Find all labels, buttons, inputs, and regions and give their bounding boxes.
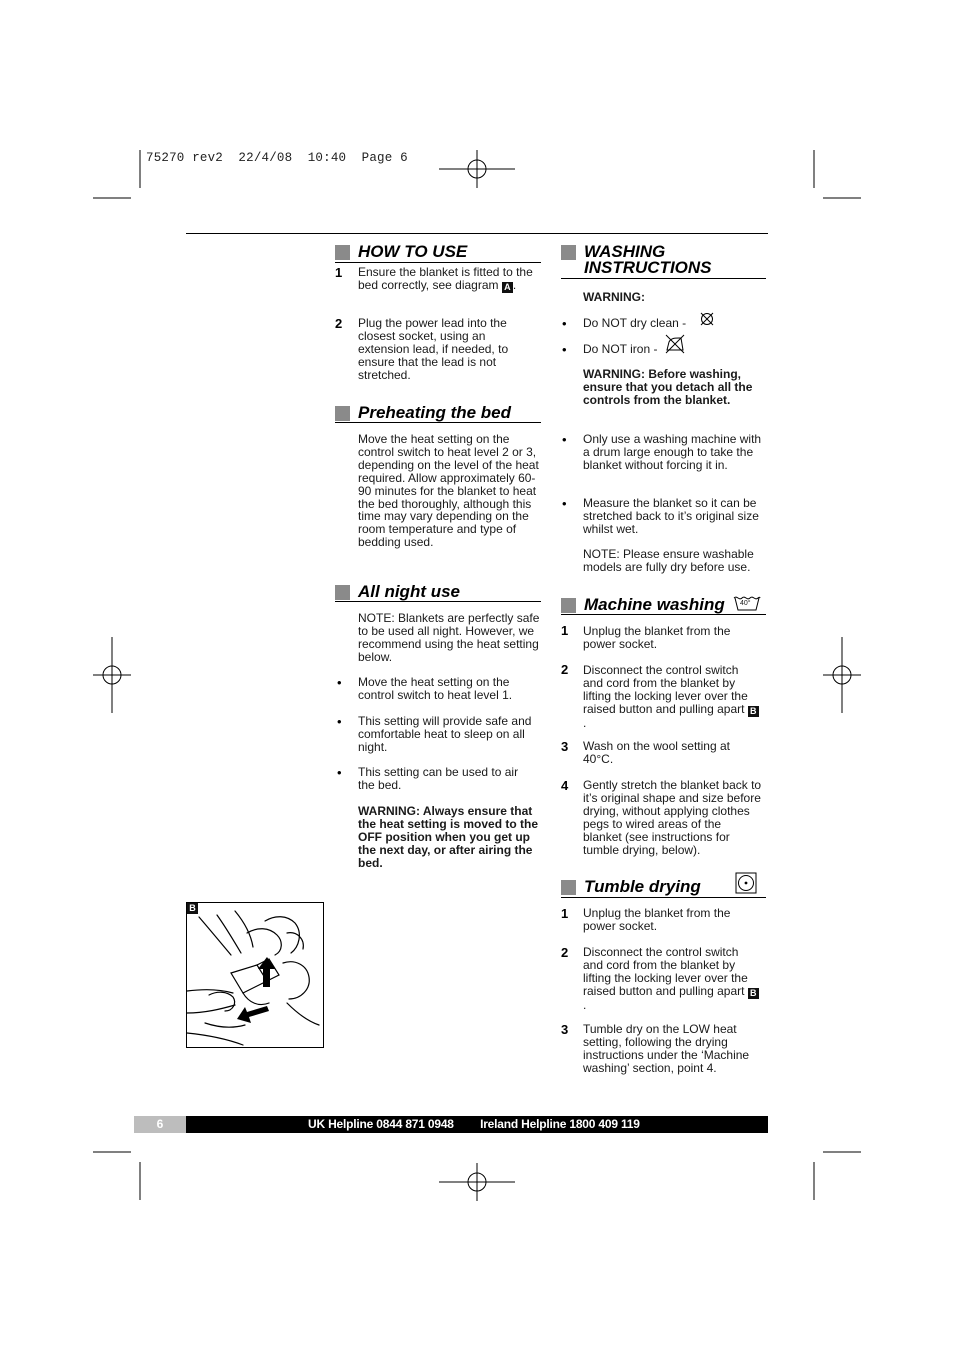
bullet-icon: • <box>337 765 342 780</box>
washing-warning-detach: WARNING: Before washing, ensure that you detach all the controls from the blanket. <box>583 367 753 407</box>
ireland-helpline-label: Ireland Helpline <box>480 1117 567 1131</box>
washing-instructions-heading: WASHING INSTRUCTIONS <box>561 244 766 279</box>
machine-step-1: Unplug the blanket from the power socket. <box>583 624 731 651</box>
page-number: 6 <box>156 1117 164 1131</box>
diagram-b-ref-badge: B <box>748 706 759 717</box>
printer-slug: 75270 rev2 22/4/08 10:40 Page 6 <box>146 151 408 165</box>
all-night-warning: WARNING: Always ensure that the heat setting is moved to the OFF position when you get up the next day, or after airing the bed. <box>358 804 539 870</box>
preheating-text: Move the heat setting on the control switch to heat level 2 or 3, depending on the level of the heat required. Allow approximately 60-90 minutes for the blanket to heat the bed thoroughly, although this time may vary depending on the room temperature and type of bedding used. <box>358 432 539 550</box>
wash-40-icon: 40° <box>733 594 761 612</box>
diagram-a-badge: A <box>502 282 513 293</box>
tumble-step-2: Disconnect the control switch and cord from the blanket by lifting the locking lever over the raised button and pulling apart B. <box>583 946 761 1012</box>
all-night-note: NOTE: Blankets are perfectly safe to be used all night. However, we recommend using the heat setting below. <box>358 611 540 664</box>
washing-bullet-1: Only use a washing machine with a drum large enough to take the blanket without forcing it in. <box>583 432 762 472</box>
diagram-b-ref-badge: B <box>748 988 759 999</box>
do-not-iron: Do NOT iron - <box>583 342 658 356</box>
diagram-b <box>186 902 324 1048</box>
diagram-b-badge: B <box>187 903 198 914</box>
helpline-text <box>308 1117 640 1131</box>
machine-step-4: Gently stretch the blanket back to it’s original shape and size before drying, without applying clothes pegs to wired areas of the blanket (see instructions for tumble drying, below). <box>583 778 762 857</box>
all-night-heading: All night use <box>335 584 541 602</box>
bullet-icon: • <box>562 432 567 447</box>
no-dry-clean-icon <box>700 312 714 326</box>
machine-step-2: Disconnect the control switch and cord from the blanket by lifting the locking lever over the raised button and pulling apart B. <box>583 664 761 730</box>
uk-helpline-label: UK Helpline <box>308 1117 374 1131</box>
bullet-icon: • <box>562 342 567 357</box>
uk-helpline-number: 0844 871 0948 <box>376 1117 454 1131</box>
ireland-helpline-number: 1800 409 119 <box>569 1117 640 1131</box>
how-to-use-step-1: Ensure the blanket is fitted to the bed correctly, see diagram A . <box>358 265 533 292</box>
machine-step-3: Wash on the wool setting at 40°C. <box>583 739 730 766</box>
bullet-icon: • <box>337 714 342 729</box>
all-night-bullet-1: Move the heat setting on the control switch to heat level 1. <box>358 675 513 702</box>
how-to-use-heading: HOW TO USE <box>335 244 541 263</box>
hands-disconnecting-illustration <box>187 903 323 1047</box>
do-not-dry-clean: Do NOT dry clean - <box>583 316 687 330</box>
tumble-step-1: Unplug the blanket from the power socket. <box>583 906 731 933</box>
pull-arrow-icon <box>237 1006 269 1023</box>
tumble-drying-heading: Tumble drying <box>561 879 766 898</box>
bullet-icon: • <box>562 316 567 331</box>
tumble-step-3: Tumble dry on the LOW heat setting, following the drying instructions under the ‘Machine washing’ section, point 4. <box>583 1022 750 1075</box>
washing-warning-label: WARNING: <box>583 290 645 304</box>
preheating-heading: Preheating the bed <box>335 405 541 423</box>
bullet-icon: • <box>337 675 342 690</box>
all-night-bullet-2: This setting will provide safe and comfortable heat to sleep on all night. <box>358 714 532 754</box>
tumble-dry-low-icon <box>735 872 757 894</box>
top-rule <box>186 233 768 234</box>
all-night-bullet-3: This setting can be used to air the bed. <box>358 765 519 792</box>
no-iron-icon <box>665 334 685 354</box>
bullet-icon: • <box>562 496 567 511</box>
how-to-use-step-2: Plug the power lead into the closest socket, using an extension lead, if needed, to ensure that the lead is not stretched. <box>358 316 509 382</box>
washing-note: NOTE: Please ensure washable models are fully dry before use. <box>583 547 754 574</box>
machine-washing-heading: Machine washing <box>561 597 766 615</box>
washing-bullet-2: Measure the blanket so it can be stretched back to it’s original size whilst wet. <box>583 496 759 536</box>
up-arrow-icon <box>258 957 275 987</box>
